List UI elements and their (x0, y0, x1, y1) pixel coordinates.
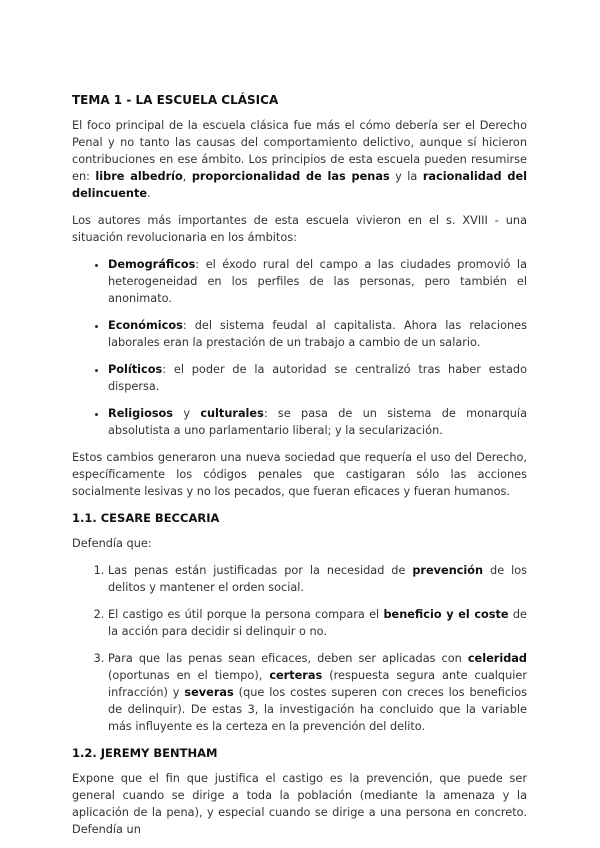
section-heading-beccaria: 1.1. CESARE BECCARIA (72, 511, 220, 525)
item-text: Las penas están justificadas por la necesidad de (108, 564, 413, 577)
item-term: culturales (200, 407, 264, 420)
document-content (72, 92, 527, 848)
item-text: (que los costes superen con creces los beneficios de delinquir). De estas 3, la investigación ha concluido que la variable más influyente es la certeza en la prevención del delito. (108, 686, 527, 733)
item-term: prevención (412, 564, 484, 577)
item-text: : el éxodo rural del campo a las ciudades promovió la heterogeneidad en los perfiles de las personas, pero también el anonimato. (108, 258, 527, 305)
item-text: : del sistema feudal al capitalista. Ahora las relaciones laborales eran la prestación de un trabajo a cambio de un salario. (108, 319, 527, 349)
bentham-paragraph: Expone que el fin que justifica el castigo es la prevención, que puede ser general cuando se dirige a toda la población (mediante la amenaza y la aplicación de la pena), y especial cuando se dirige a una persona en concreto. Defendía un (72, 772, 527, 836)
item-term: Económicos (108, 319, 183, 332)
item-term: severas (184, 686, 234, 699)
list-item (108, 405, 527, 439)
page-title: TEMA 1 - LA ESCUELA CLÁSICA (72, 93, 279, 107)
list-item (108, 606, 527, 640)
principle-racionalidad: racionalidad del delincuente (72, 170, 527, 200)
item-term: Políticos (108, 363, 163, 376)
authors-paragraph: Los autores más importantes de esta escuela vivieron en el s. XVIII - una situación revolucionaria en los ámbitos: (72, 214, 527, 244)
changes-paragraph: Estos cambios generaron una nueva sociedad que requería el uso del Derecho, específicamente los códigos penales que castigaran sólo las acciones socialmente lesivas y no los pecados, que fueran eficaces y fueran humanos. (72, 451, 527, 498)
list-item (108, 256, 527, 307)
item-term: celeridad (467, 652, 527, 665)
item-term: Demográficos (108, 258, 196, 271)
beccaria-list (72, 562, 527, 735)
item-term: certeras (269, 669, 323, 682)
item-text: de los delitos y mantener el orden social. (108, 564, 528, 594)
principle-proporcionalidad: proporcionalidad de las penas (191, 170, 390, 183)
item-text: : se pasa de un sistema de monarquía absolutista a uno parlamentario liberal; y la secularización. (108, 407, 527, 437)
item-text: (oportunas en el tiempo), (108, 669, 270, 682)
ambitos-list (72, 256, 527, 439)
period: . (147, 187, 151, 200)
list-item (108, 562, 527, 596)
item-text: Para que las penas sean eficaces, deben ser aplicadas con (108, 652, 468, 665)
item-text: El castigo es útil porque la persona compara el (108, 608, 384, 621)
beccaria-lead: Defendía que: (72, 537, 152, 550)
list-item (108, 317, 527, 351)
list-item (108, 361, 527, 395)
intro-text: El foco principal de la escuela clásica fue más el cómo debería ser el Derecho Penal y no tanto las causas del comportamiento delictivo, aunque sí hicieron contribuciones en ese ámbito. Los principios de esta escuela pueden resumirse en: (72, 119, 527, 183)
item-connector: y (173, 407, 201, 420)
item-text: : el poder de la autoridad se centralizó tras haber estado dispersa. (108, 363, 527, 393)
intro-paragraph (72, 117, 527, 202)
list-item (108, 650, 527, 735)
separator: , (182, 170, 192, 183)
item-text: (respuesta segura ante cualquier infracción) y (108, 669, 527, 699)
principle-libre-albedrio: libre albedrío (95, 170, 183, 183)
item-term: Religiosos (108, 407, 174, 420)
item-text: de la acción para decidir si delinquir o no. (108, 608, 527, 638)
section-heading-bentham: 1.2. JEREMY BENTHAM (72, 746, 218, 760)
separator: y la (389, 170, 423, 183)
item-term: beneficio y el coste (383, 608, 509, 621)
